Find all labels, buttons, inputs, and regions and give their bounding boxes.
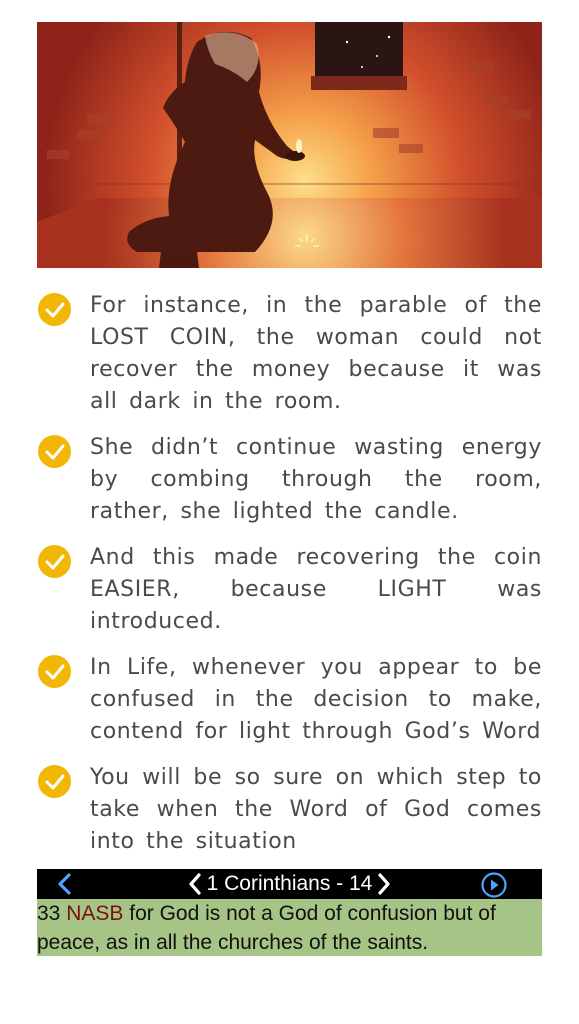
point-text: In Life, whenever you appear to be confused in the decision to make, contend for light through God’s Word <box>90 655 542 744</box>
point-text: For instance, in the parable of the LOST COIN, the woman could not recover the money because it was all dark in the room. <box>90 293 542 414</box>
check-circle-icon <box>38 655 71 688</box>
chevron-right-icon[interactable] <box>376 873 392 895</box>
chapter-title[interactable]: 1 Corinthians - 14 <box>206 872 373 895</box>
list-item <box>37 432 542 528</box>
point-text: And this made recovering the coin EASIER, because LIGHT was introduced. <box>90 545 542 634</box>
verse-box <box>37 899 542 956</box>
version-label[interactable]: NASB <box>66 902 124 925</box>
list-item <box>37 762 542 858</box>
list-item <box>37 542 542 638</box>
play-circle-icon[interactable] <box>480 872 508 898</box>
check-circle-icon <box>38 765 71 798</box>
bible-nav-bar <box>37 869 542 899</box>
check-circle-icon <box>38 545 71 578</box>
points-list <box>37 290 542 872</box>
lost-coin-illustration <box>37 22 542 268</box>
list-item <box>37 290 542 418</box>
point-text: You will be so sure on which step to take when the Word of God comes into the situation <box>90 765 542 854</box>
chapter-selector <box>37 869 542 899</box>
chevron-left-icon[interactable] <box>187 873 203 895</box>
list-item <box>37 652 542 748</box>
point-text: She didn’t continue wasting energy by combing through the room, rather, she lighted the candle. <box>90 435 542 524</box>
check-circle-icon <box>38 435 71 468</box>
verse-text: for God is not a God of confusion but of peace, as in all the churches of the saints. <box>37 902 496 954</box>
check-circle-icon <box>38 293 71 326</box>
verse-number: 33 <box>37 902 61 925</box>
